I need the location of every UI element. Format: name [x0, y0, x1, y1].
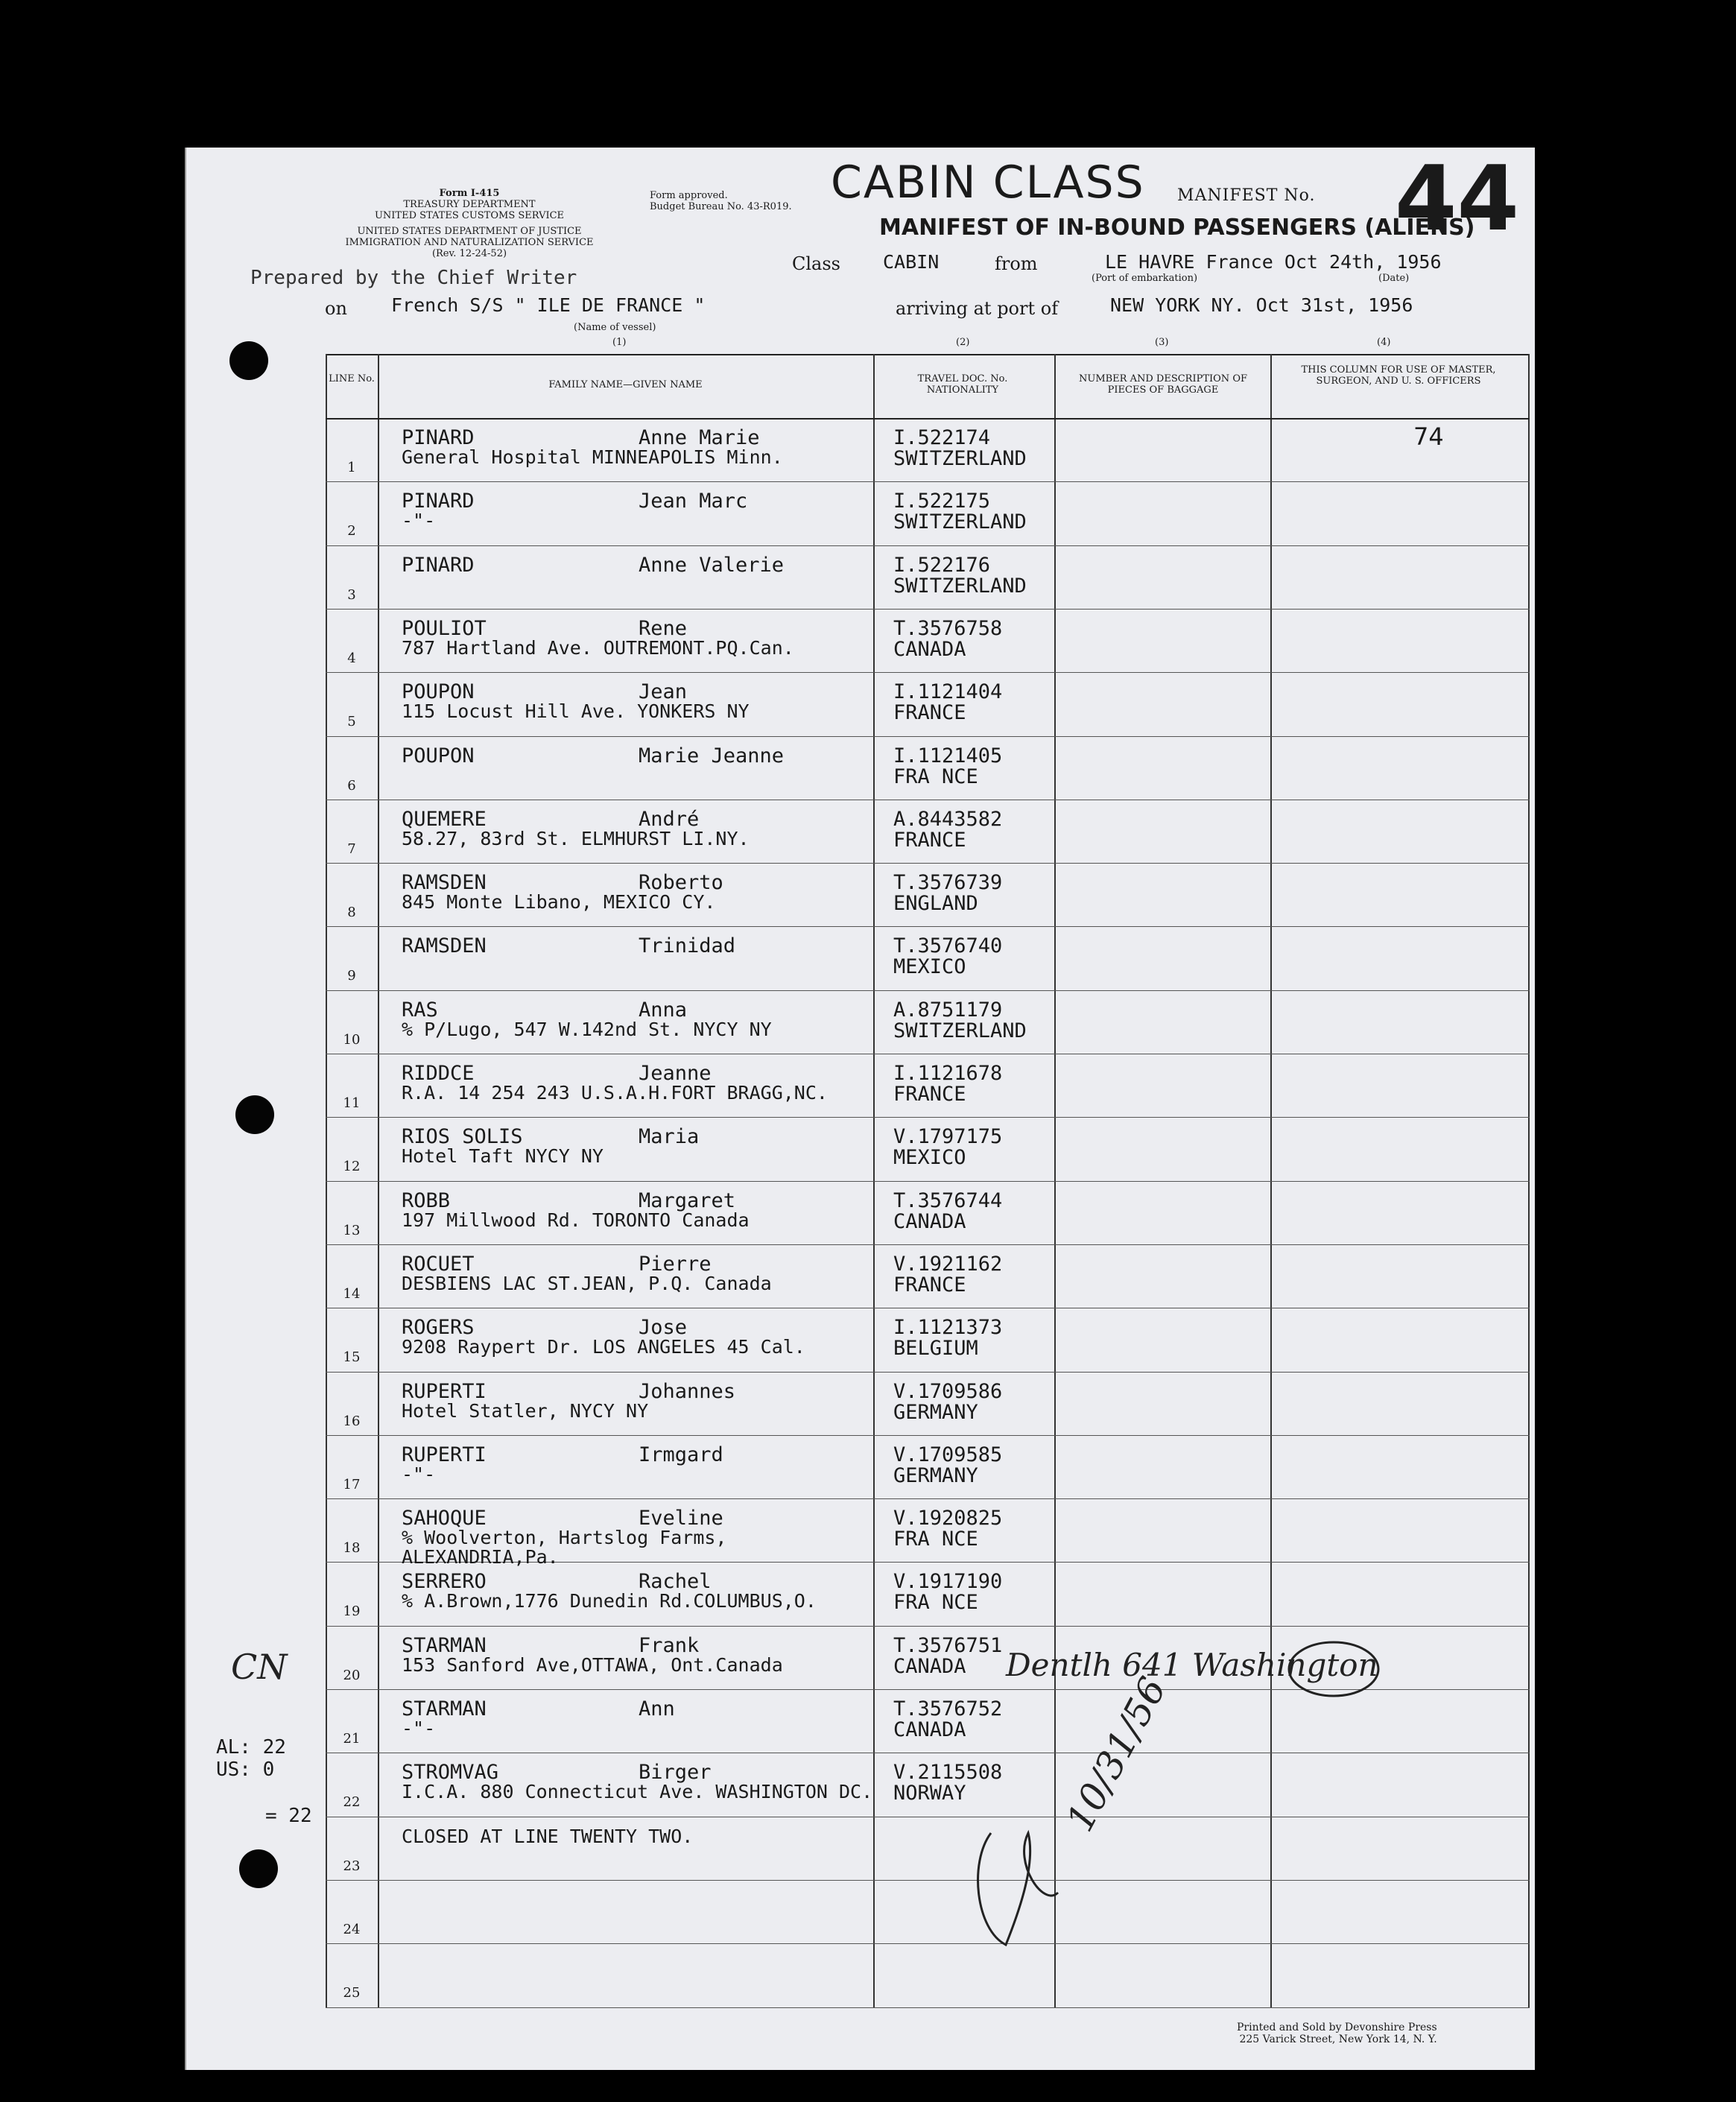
manifest-title: MANIFEST OF IN-BOUND PASSENGERS (ALIENS): [879, 215, 1475, 241]
travel-doc: T.3576744: [893, 1188, 1003, 1212]
manifest-table: [326, 354, 1530, 2008]
travel-doc: I.1121405: [893, 744, 1003, 767]
travel-doc: T.3576752: [893, 1697, 1003, 1720]
address: 845 Monte Libano, MEXICO CY.: [402, 891, 716, 914]
printer-line-1: Printed and Sold by Devonshire Press: [1237, 2022, 1437, 2033]
family-name: STARMAN: [402, 1633, 487, 1657]
given-name: Eveline: [639, 1507, 723, 1530]
travel-doc: T.3576751: [893, 1633, 1003, 1657]
given-name: André: [639, 807, 700, 831]
nationality: FRA NCE: [893, 1591, 978, 1615]
nationality: FRANCE: [893, 701, 966, 725]
on-label: on: [325, 298, 347, 319]
travel-doc: V.1920825: [893, 1507, 1003, 1530]
table-row: [326, 609, 1530, 672]
family-name: RIOS SOLIS: [402, 1125, 523, 1149]
table-row: [326, 1817, 1530, 1880]
address: 115 Locust Hill Ave. YONKERS NY: [402, 700, 750, 723]
nationality: ENGLAND: [893, 892, 978, 916]
given-name: Jean Marc: [639, 490, 748, 513]
table-row: [326, 1054, 1530, 1117]
table-row: [326, 1880, 1530, 1943]
nationality: CANADA: [893, 637, 966, 661]
family-name: POULIOT: [402, 616, 487, 640]
address: -"-: [402, 1463, 436, 1485]
given-name: Maria: [639, 1125, 700, 1149]
family-name: ROGERS: [402, 1316, 475, 1340]
table-row: [326, 736, 1530, 800]
given-name: Ann: [639, 1697, 675, 1720]
line-number: 12: [343, 1159, 361, 1175]
address: 9208 Raypert Dr. LOS ANGELES 45 Cal.: [402, 1336, 805, 1358]
arriving-label: arriving at port of: [896, 298, 1059, 319]
given-name: Marie Jeanne: [639, 744, 785, 767]
family-name: PINARD: [402, 490, 475, 513]
address: % A.Brown,1776 Dunedin Rd.COLUMBUS,O.: [402, 1590, 817, 1612]
table-row: [326, 1498, 1530, 1568]
family-name: SERRERO: [402, 1570, 487, 1594]
punch-hole: [235, 1095, 274, 1134]
nationality: GERMANY: [893, 1463, 978, 1487]
travel-doc: T.3576740: [893, 934, 1003, 958]
travel-doc: V.1917190: [893, 1570, 1003, 1594]
line-number: 13: [343, 1222, 361, 1238]
manifest-label: MANIFEST No.: [1177, 186, 1316, 205]
table-row: [326, 545, 1530, 609]
line-number: 9: [347, 968, 356, 984]
line-number: 14: [343, 1285, 361, 1302]
line-number: 24: [343, 1921, 361, 1937]
tally-aliens: AL: 22: [216, 1736, 286, 1758]
class-label: Class: [792, 253, 840, 274]
travel-doc: I.522175: [893, 490, 991, 513]
cabin-class-stamp: CABIN CLASS: [831, 156, 1145, 209]
family-name: RUPERTI: [402, 1379, 487, 1403]
col-number-3: (3): [1155, 337, 1169, 348]
port-caption: (Port of embarkation): [1092, 273, 1198, 284]
nationality: CANADA: [893, 1654, 966, 1678]
given-name: Johannes: [639, 1379, 736, 1403]
nationality: MEXICO: [893, 955, 966, 979]
address: 787 Hartland Ave. OUTREMONT.PQ.Can.: [402, 636, 794, 659]
class-value: CABIN: [883, 251, 940, 273]
table-row: [326, 1753, 1530, 1816]
family-name: RIDDCE: [402, 1062, 475, 1085]
table-row: [326, 1308, 1530, 1371]
family-name: STROMVAG: [402, 1761, 499, 1785]
line-number: 21: [343, 1731, 361, 1747]
line-number: 5: [347, 714, 356, 730]
col-number-4: (4): [1377, 337, 1391, 348]
given-name: Rachel: [639, 1570, 712, 1594]
address: Hotel Statler, NYCY NY: [402, 1399, 649, 1422]
table-row: [326, 1181, 1530, 1244]
line-number: 17: [343, 1476, 361, 1492]
line-number: 7: [347, 841, 356, 857]
given-name: Birger: [639, 1761, 712, 1785]
given-name: Margaret: [639, 1188, 736, 1212]
address: -"-: [402, 1718, 436, 1739]
line-number: 23: [343, 1858, 361, 1874]
customs-service: UNITED STATES CUSTOMS SERVICE: [374, 210, 565, 221]
address: 153 Sanford Ave,OTTAWA, Ont.Canada: [402, 1653, 783, 1676]
line-number: 11: [343, 1095, 361, 1111]
address: 58.27, 83rd St. ELMHURST LI.NY.: [402, 827, 750, 849]
line-number: 20: [343, 1667, 361, 1683]
nationality: FRANCE: [893, 1273, 966, 1297]
family-name: RAS: [402, 998, 438, 1022]
line-number: 10: [343, 1031, 361, 1048]
col-number-2: (2): [956, 337, 970, 348]
travel-doc: I.522176: [893, 553, 991, 577]
treasury-dept: TREASURY DEPARTMENT: [403, 199, 536, 210]
travel-doc: I.1121373: [893, 1316, 1003, 1340]
table-row: [326, 418, 1530, 481]
inspector-signature: [961, 1818, 1065, 1952]
nationality: SWITZERLAND: [893, 574, 1027, 598]
travel-doc: I.522174: [893, 426, 991, 449]
travel-doc: A.8443582: [893, 807, 1003, 831]
line-number: 25: [343, 1985, 361, 2001]
family-name: RAMSDEN: [402, 871, 487, 895]
address: R.A. 14 254 243 U.S.A.H.FORT BRAGG,NC.: [402, 1082, 828, 1104]
given-name: Jose: [639, 1316, 688, 1340]
address: Hotel Taft NYCY NY: [402, 1145, 604, 1168]
vessel-name: French S/S " ILE DE FRANCE ": [391, 294, 706, 316]
table-row: [326, 990, 1530, 1054]
approved-text: Form approved.: [650, 190, 728, 201]
travel-doc: A.8751179: [893, 998, 1003, 1022]
family-name: RAMSDEN: [402, 934, 487, 958]
travel-doc: V.1797175: [893, 1125, 1003, 1149]
table-border-top: [326, 354, 1530, 355]
justice-dept: UNITED STATES DEPARTMENT OF JUSTICE: [357, 226, 582, 237]
family-name: QUEMERE: [402, 807, 487, 831]
arriving-value: NEW YORK NY. Oct 31st, 1956: [1110, 294, 1413, 316]
line-number: 8: [347, 905, 356, 921]
line-number: 4: [347, 650, 356, 666]
travel-doc: T.3576739: [893, 871, 1003, 895]
given-name: Anne Marie: [639, 426, 760, 449]
form-revision: (Rev. 12-24-52): [431, 248, 507, 259]
nationality: BELGIUM: [893, 1337, 978, 1361]
inspector-date: 10/31/56: [1058, 1670, 1175, 1839]
given-name: Jean: [639, 680, 688, 704]
form-block: [305, 188, 633, 259]
nationality: CANADA: [893, 1718, 966, 1741]
margin-note-cn: CN: [231, 1647, 288, 1687]
travel-doc: T.3576758: [893, 616, 1003, 640]
from-value: LE HAVRE France Oct 24th, 1956: [1105, 251, 1442, 273]
address: % P/Lugo, 547 W.142nd St. NYCY NY: [402, 1018, 772, 1040]
nationality: SWITZERLAND: [893, 1019, 1027, 1042]
col-header-baggage: NUMBER AND DESCRIPTION OF PIECES OF BAGGAGE: [1078, 373, 1247, 396]
manifest-number: 44: [1395, 148, 1519, 251]
table-row: [326, 672, 1530, 735]
table-row: [326, 926, 1530, 990]
family-name: STARMAN: [402, 1697, 487, 1720]
table-row: [326, 1435, 1530, 1498]
form-approved: [650, 190, 792, 212]
travel-doc: V.1709585: [893, 1443, 1003, 1466]
given-name: Frank: [639, 1633, 700, 1657]
travel-doc: I.1121678: [893, 1062, 1003, 1085]
family-name: ROBB: [402, 1188, 451, 1212]
address: -"-: [402, 510, 436, 532]
nationality: FRANCE: [893, 828, 966, 852]
printer-line-2: 225 Varick Street, New York 14, N. Y.: [1239, 2033, 1437, 2045]
nationality: GERMANY: [893, 1400, 978, 1424]
punch-hole: [239, 1849, 278, 1888]
travel-doc: V.1709586: [893, 1379, 1003, 1403]
cn-circle-mark: [1282, 1636, 1386, 1703]
budget-bureau: Budget Bureau No. 43-R019.: [650, 201, 792, 212]
table-row: [326, 1117, 1530, 1180]
line-number: 1: [347, 460, 356, 475]
prepared-by: Prepared by the Chief Writer: [250, 267, 577, 289]
table-row: [326, 1562, 1530, 1625]
travel-doc: I.1121404: [893, 680, 1003, 704]
date-caption: (Date): [1378, 273, 1410, 284]
printer-credit: [1237, 2022, 1437, 2045]
nationality: SWITZERLAND: [893, 447, 1027, 470]
given-name: Jeanne: [639, 1062, 712, 1085]
vessel-caption: (Name of vessel): [574, 322, 656, 333]
travel-doc: V.2115508: [893, 1761, 1003, 1785]
family-name: SAHOQUE: [402, 1507, 487, 1530]
family-name: POUPON: [402, 744, 475, 767]
family-name: PINARD: [402, 553, 475, 577]
line-number: 18: [343, 1540, 361, 1557]
line-number: 2: [347, 523, 356, 539]
line-number: 3: [347, 586, 356, 603]
line-number: 15: [343, 1349, 361, 1366]
tally-us: US: 0: [216, 1758, 275, 1781]
given-name: Roberto: [639, 871, 723, 895]
col-header-officers: THIS COLUMN FOR USE OF MASTER, SURGEON, AND U. S. OFFICERS: [1301, 364, 1496, 387]
tally-total: = 22: [265, 1805, 312, 1827]
table-row: [326, 863, 1530, 926]
address: General Hospital MINNEAPOLIS Minn.: [402, 446, 783, 468]
line-number: 16: [343, 1413, 361, 1429]
row20-annotation: Dentlh 641 Washington: [1006, 1647, 1378, 1683]
row-divider: [326, 2007, 1530, 2008]
address: I.C.A. 880 Connecticut Ave. WASHINGTON DC.: [402, 1781, 873, 1803]
col-number-1: (1): [612, 337, 627, 348]
table-row: [326, 1244, 1530, 1308]
nationality: CANADA: [893, 1209, 966, 1233]
nationality: FRA NCE: [893, 1528, 978, 1551]
ins-service: IMMIGRATION AND NATURALIZATION SERVICE: [345, 237, 594, 248]
family-name: RUPERTI: [402, 1443, 487, 1466]
family-name: CLOSED AT LINE TWENTY TWO.: [402, 1825, 694, 1847]
travel-doc: V.1921162: [893, 1252, 1003, 1276]
table-row: [326, 800, 1530, 863]
officer-note: 74: [1413, 422, 1444, 451]
given-name: Pierre: [639, 1252, 712, 1276]
line-number: 19: [343, 1604, 361, 1620]
table-row: [326, 1372, 1530, 1435]
given-name: Irmgard: [639, 1443, 723, 1466]
family-name: ROCUET: [402, 1252, 475, 1276]
nationality: SWITZERLAND: [893, 510, 1027, 534]
given-name: Anna: [639, 998, 688, 1022]
line-number: 22: [343, 1794, 361, 1811]
nationality: FRA NCE: [893, 764, 978, 788]
given-name: Anne Valerie: [639, 553, 785, 577]
nationality: MEXICO: [893, 1146, 966, 1170]
form-number: Form I-415: [439, 188, 500, 199]
col-header-travel: TRAVEL DOC. No. NATIONALITY: [917, 373, 1008, 396]
punch-hole: [229, 341, 268, 380]
col-header-line: LINE No.: [329, 373, 375, 384]
address: DESBIENS LAC ST.JEAN, P.Q. Canada: [402, 1272, 772, 1294]
family-name: PINARD: [402, 426, 475, 449]
line-number: 6: [347, 777, 356, 794]
family-name: POUPON: [402, 680, 475, 704]
address: 197 Millwood Rd. TORONTO Canada: [402, 1209, 750, 1231]
col-header-name: FAMILY NAME—GIVEN NAME: [548, 379, 703, 390]
given-name: Rene: [639, 616, 688, 640]
nationality: FRANCE: [893, 1083, 966, 1106]
from-label: from: [995, 253, 1038, 274]
nationality: NORWAY: [893, 1782, 966, 1805]
table-row: [326, 1943, 1530, 2007]
address: % Woolverton, Hartslog Farms, ALEXANDRIA,Pa.: [402, 1527, 727, 1568]
given-name: Trinidad: [639, 934, 736, 958]
table-row: [326, 481, 1530, 545]
